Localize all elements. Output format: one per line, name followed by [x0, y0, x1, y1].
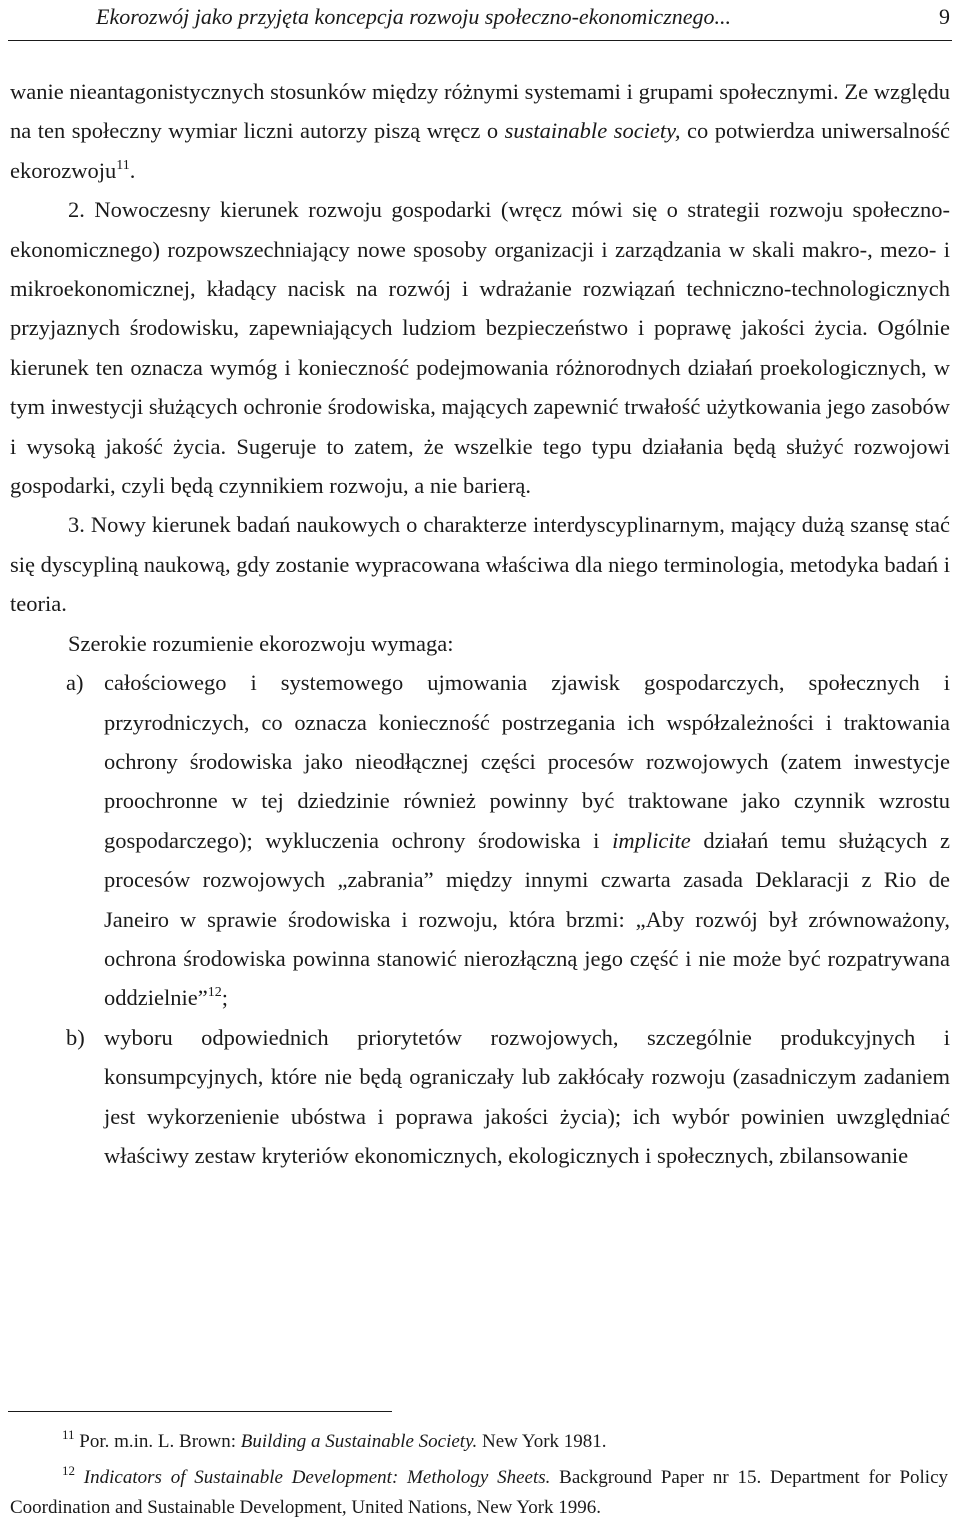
paragraph-4: Szerokie rozumienie ekorozwoju wymaga: [68, 630, 454, 656]
footnote-11 [10, 1427, 948, 1457]
list-item-a [10, 663, 956, 1018]
list-marker-a: a) [66, 670, 84, 696]
list-item-b-text: wyboru odpowiednich priorytetów rozwojowych, szczególnie produkcyjnych i konsumpcyjnych, które nie będą ograniczały lub zakłócały rozwoju (zasadniczym zadaniem jest wykorzenienie ubóstwa i poprawa jakości życia); ich wybór powinien uwzględniać właściwy zestaw kryteriów ekonomicznych, ekologicznych i społecznych, zbilansowanie [104, 1024, 956, 1168]
list-item-a-text-a: całościowego i systemowego ujmowania zjawisk gospodarczych, społecznych i przyrodniczych, co oznacza konieczność postrzegania ich współzależności i traktowania ochrony środowiska jako nieodłącznej części procesów rozwojowych (zatem inwestycje proochronne w tej dziedzinie również powinny być traktowane jako czynnik wzrostu gospodarczego); wykluczenia ochrony środowiska i [104, 670, 956, 853]
footnote-ref-11: 11 [116, 157, 130, 173]
footnotes [10, 1427, 953, 1529]
paragraph-1-text-a: wanie nieantagonistycznych stosunków między różnymi systemami i grupami społecznymi. Ze względu na ten społeczny wymiar liczni autorzy piszą wręcz o [10, 79, 956, 144]
paragraph-1-italic: sustainable society, [504, 118, 681, 144]
list-item-a-text-b: działań temu służących z procesów rozwojowych „zabrania” między innymi czwarta zasada Deklaracji z Rio de Janeiro w sprawie środowiska i rozwoju, która brzmi: „Aby rozwój był zrównoważony, ochrona środowiska powinna stanowić nierozłączną jego część i nie może być rozpatrywana oddzielnie” [104, 827, 956, 1011]
footnote-12-text-a [75, 1467, 84, 1488]
paragraph-1 [10, 72, 956, 190]
running-title: Ekorozwój jako przyjęta koncepcja rozwoju społeczno-ekonomicznego... [96, 4, 732, 29]
paragraph-2: 2. Nowoczesny kierunek rozwoju gospodarki (wręcz mówi się o strategii rozwoju społeczno-ekonomicznego) rozpowszechniający nowe sposoby organizacji i zarządzania w skali makro-, mezo- i mikroekonomicznej, kładący nacisk na rozwój i wdrażanie rozwiązań techniczno-technologicznych przyjaznych środowisku, zapewniających ludziom bezpieczeństwo i poprawę jakości życia. Ogólnie kierunek ten oznacza wymóg i konieczność podejmowania różnorodnych działań proekologicznych, w tym inwestycji służących ochronie środowiska, mających zapewnić trwałość użytkowania jego zasobów i wysoką jakość życia. Sugeruje to zatem, że wszelkie tego typu działania będą służyć rozwojowi gospodarki, czyli będą czynnikiem rozwoju, a nie barierą. [10, 197, 956, 499]
list-item-a-italic: implicite [612, 827, 691, 853]
paragraph-3: 3. Nowy kierunek badań naukowych o charakterze interdyscyplinarnym, mający dużą szansę stać się dyscypliną naukową, gdy zostanie wypracowana właściwa dla niego terminologia, metodyka badań i teoria. [10, 512, 956, 617]
footnote-11-text-a: Por. m.in. L. Brown: [74, 1431, 241, 1452]
footnote-12-italic: Indicators of Sustainable Development: Methology Sheets. [83, 1467, 551, 1488]
paragraph-1-text-c: . [129, 157, 136, 183]
footnote-11-number: 11 [62, 1427, 75, 1442]
footnote-ref-12: 12 [207, 985, 222, 1001]
main-text [10, 72, 956, 1175]
list-item-a-text-c: ; [221, 985, 228, 1011]
requirements-list [10, 663, 956, 1175]
running-header [8, 0, 952, 41]
footnote-11-italic: Building a Sustainable Society. [240, 1431, 478, 1452]
list-item-b [10, 1018, 956, 1176]
paragraph-1-text-b: co potwierdza uniwersalność ekorozwoju [10, 118, 956, 183]
footnote-12-text-b: Background Paper nr 15. Department for Policy Coordination and Sustainable Development, United Nations, New York 1996. [10, 1467, 953, 1518]
footnote-12 [10, 1463, 953, 1523]
footnote-11-text-b: New York 1981. [477, 1431, 607, 1452]
footnote-12-number: 12 [62, 1463, 75, 1478]
footnote-divider [8, 1411, 392, 1412]
list-marker-b: b) [66, 1024, 85, 1050]
page-number: 9 [939, 4, 950, 29]
